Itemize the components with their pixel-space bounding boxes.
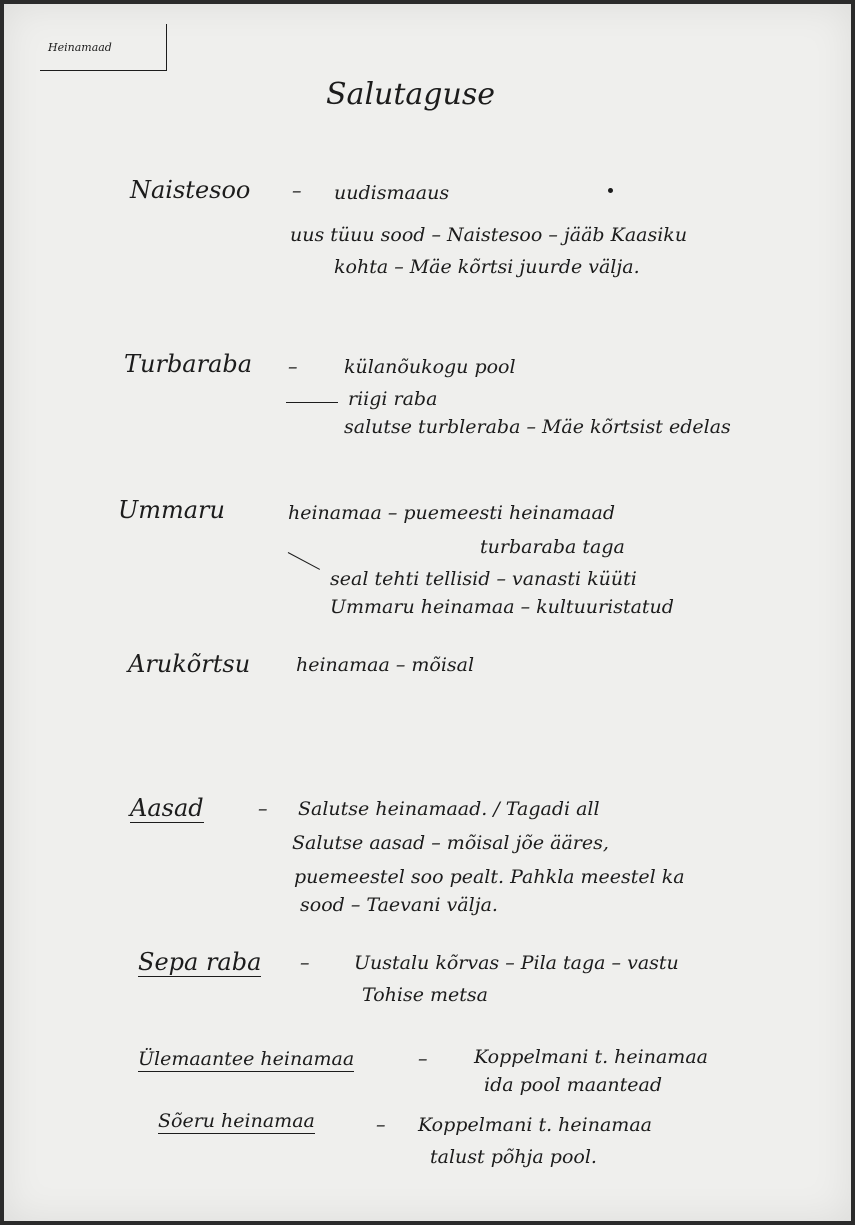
entry-desc-ulemaantee-2: ida pool maantead (484, 1074, 663, 1096)
index-tag: Heinamaad (48, 41, 112, 54)
page-title: Salutaguse (326, 77, 495, 112)
entry-name-ulemaantee: Ülemaantee heinamaa (138, 1048, 355, 1070)
entry-desc-naistesoo-2: uus tüuu sood – Naistesoo – jääb Kaasiku (290, 224, 688, 246)
entry-desc-aasad-1: Salutse heinamaad. / Tagadi all (298, 798, 600, 820)
entry-desc-ummaru-2: turbaraba taga (480, 536, 625, 558)
entry-sep-turbaraba: – (288, 356, 298, 378)
entry-desc-arukortsu-1: heinamaa – mõisal (296, 654, 475, 676)
entry-name-arukortsu: Arukõrtsu (128, 650, 251, 678)
entry-sep-soeru: – (376, 1114, 386, 1136)
entry-desc-naistesoo-3: kohta – Mäe kõrtsi juurde välja. (334, 256, 640, 278)
entry-desc-soeru-1: Koppelmani t. heinamaa (418, 1114, 652, 1136)
entry-sep-aasad: – (258, 798, 268, 820)
entry-desc-aasad-4: sood – Taevani välja. (300, 894, 498, 916)
entry-desc-ummaru-1: heinamaa – puemeesti heinamaad (288, 502, 615, 524)
entry-desc-ummaru-4: Ummaru heinamaa – kultuuristatud (330, 596, 674, 618)
entry-sep-ulemaantee: – (418, 1048, 428, 1070)
entry-name-soeru: Sõeru heinamaa (158, 1110, 315, 1132)
branch-line (286, 402, 338, 403)
entry-name-naistesoo: Naistesoo (130, 176, 251, 204)
entry-name-separaba: Sepa raba (138, 948, 262, 976)
ink-dot (608, 188, 613, 193)
entry-desc-turbaraba-1: külanõukogu pool (344, 356, 516, 378)
entry-desc-naistesoo-1: uudismaaus (334, 182, 450, 204)
entry-desc-turbaraba-2: riigi raba (348, 388, 438, 410)
entry-desc-turbaraba-3: salutse turbleraba – Mäe kõrtsist edelas (344, 416, 731, 438)
entry-desc-ummaru-3: seal tehti tellisid – vanasti küüti (330, 568, 637, 590)
document-sheet (4, 4, 851, 1221)
entry-desc-aasad-2: Salutse aasad – mõisal jõe ääres, (292, 832, 609, 854)
entry-desc-aasad-3: puemeestel soo pealt. Pahkla meestel ka (294, 866, 685, 888)
entry-name-turbaraba: Turbaraba (124, 350, 253, 378)
entry-desc-soeru-2: talust põhja pool. (430, 1146, 597, 1168)
entry-name-aasad: Aasad (130, 794, 204, 822)
branch-line (288, 552, 320, 570)
entry-name-ummaru: Ummaru (118, 496, 225, 524)
entry-desc-separaba-2: Tohise metsa (362, 984, 488, 1006)
entry-desc-ulemaantee-1: Koppelmani t. heinamaa (474, 1046, 708, 1068)
entry-desc-separaba-1: Uustalu kõrvas – Pila taga – vastu (354, 952, 679, 974)
entry-sep-naistesoo: – (292, 180, 302, 202)
entry-sep-separaba: – (300, 952, 310, 974)
